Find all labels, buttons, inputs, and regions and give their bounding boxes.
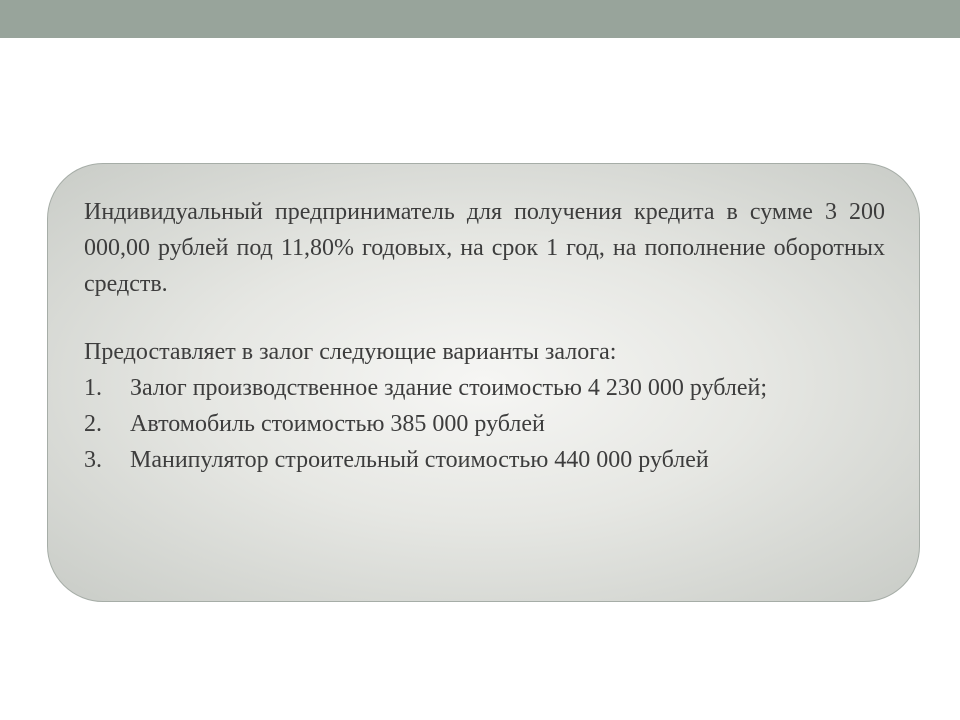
header-bar — [0, 0, 960, 38]
list-item-number: 1. — [84, 375, 102, 401]
list-item — [84, 370, 885, 406]
list-item — [84, 442, 885, 478]
collateral-intro: Предоставляет в залог следующие варианты залога: — [84, 339, 617, 365]
loan-description: Индивидуальный предприниматель для получения кредита в сумме 3 200 000,00 рублей под 11,80% годовых, на срок 1 год, на пополнение оборотных средств. — [84, 199, 885, 297]
paragraph-spacer — [84, 302, 885, 334]
list-item-text: Манипулятор строительный стоимостью 440 000 рублей — [130, 447, 709, 473]
content-card — [47, 163, 920, 602]
list-item — [84, 406, 885, 442]
list-item-number: 3. — [84, 447, 102, 473]
list-item-number: 2. — [84, 411, 102, 437]
list-item-text: Залог производственное здание стоимостью 4 230 000 рублей; — [130, 375, 768, 401]
list-item-text: Автомобиль стоимостью 385 000 рублей — [130, 411, 545, 437]
collateral-options-list — [84, 370, 885, 478]
